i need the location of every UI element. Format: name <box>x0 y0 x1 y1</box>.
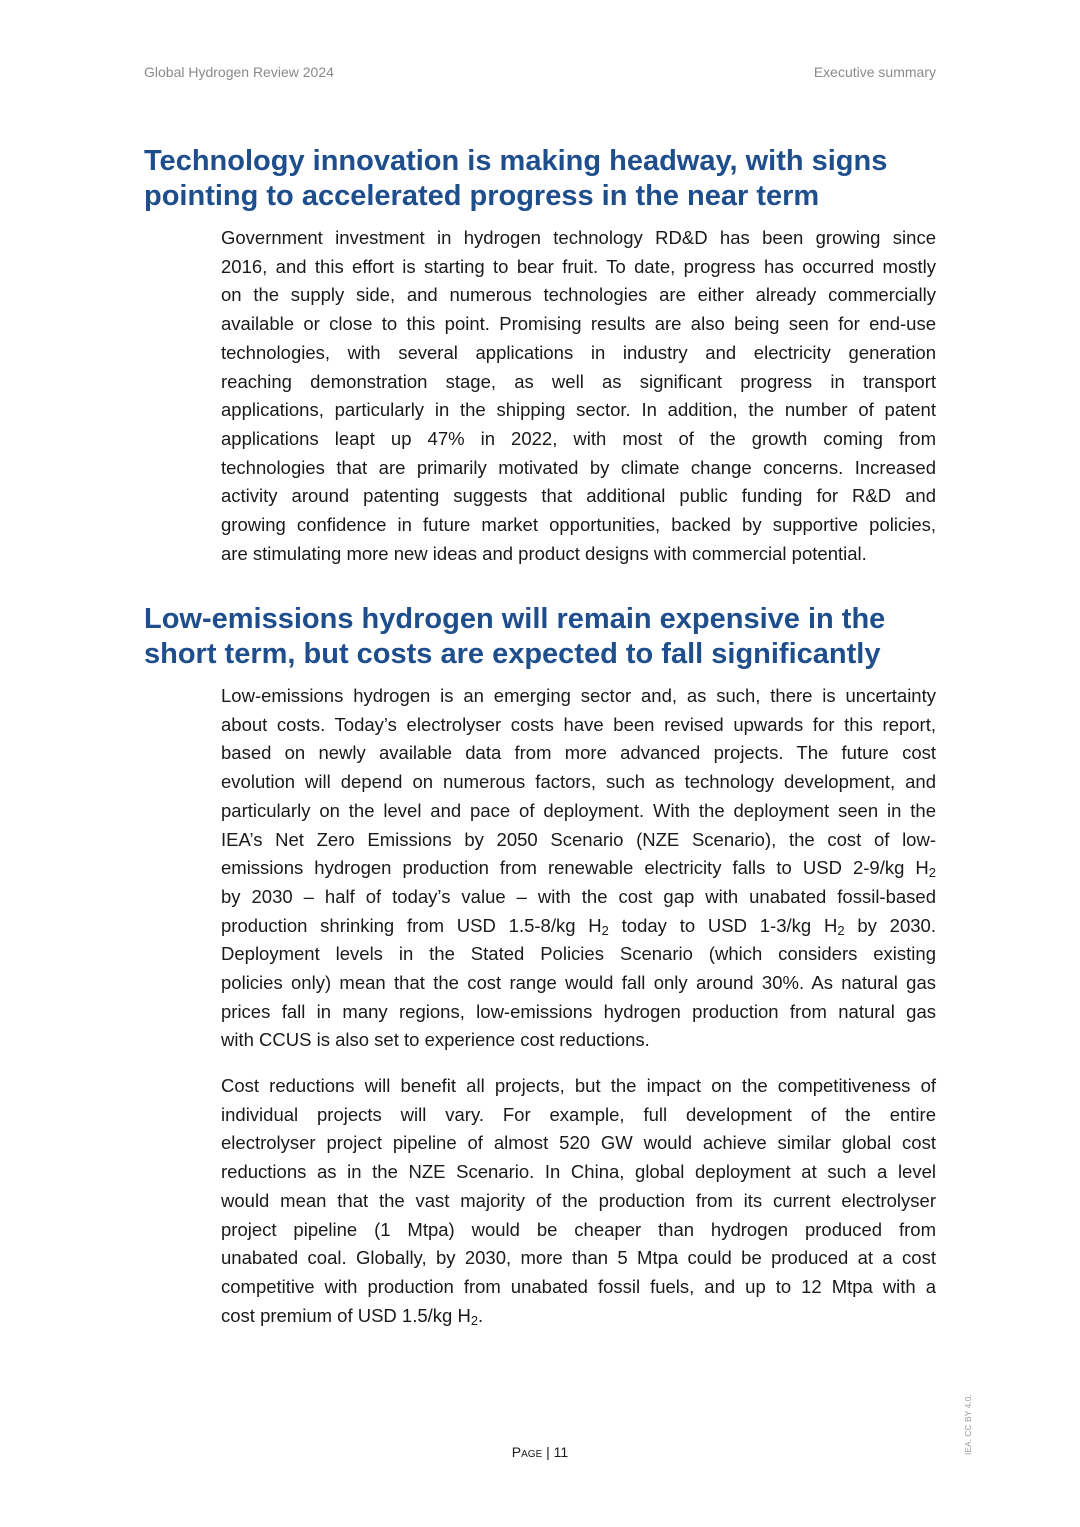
text-line: about costs. Today’s electrolyser costs have been revised upwards for this report, <box>221 713 936 735</box>
text-line: reaching demonstration stage, as well as significant progress in transport <box>221 370 936 392</box>
text-line: applications leapt up 47% in 2022, with most of the growth coming from <box>221 427 936 449</box>
text-line: cost premium of USD 1.5/kg $H_2$. <box>221 1304 484 1328</box>
text-line: 2016, and this effort is starting to bear fruit. To date, progress has occurred mostly <box>221 255 936 277</box>
text-line: individual projects will vary. For example, full development of the entire <box>221 1103 936 1125</box>
heading-line: Low-emissions hydrogen will remain expensive in the <box>144 603 886 635</box>
heading-line: Technology innovation is making headway, with signs <box>144 145 888 177</box>
page-footer <box>0 1444 1080 1460</box>
text-line: based on newly available data from more advanced projects. The future cost <box>221 742 936 764</box>
text-line: emissions hydrogen production from renewable electricity falls to USD 2-9/kg $H_2$ <box>221 857 936 881</box>
text-line: competitive with production from unabated fossil fuels, and up to 12 Mtpa with a <box>221 1275 936 1297</box>
text-line: Deployment levels in the Stated Policies Scenario (which considers existing <box>221 943 936 965</box>
text-line: unabated coal. Globally, by 2030, more than 5 Mtpa could be produced at a cost <box>221 1247 936 1269</box>
heading-line: short term, but costs are expected to fall significantly <box>144 638 881 670</box>
document-title: Global Hydrogen Review 2024 <box>144 64 334 80</box>
text-line: growing confidence in future market opportunities, backed by supportive policies, <box>221 514 936 536</box>
text-line: technologies that are primarily motivated by climate change concerns. Increased <box>221 456 936 478</box>
paragraph-technology-innovation <box>221 224 936 568</box>
paragraph-cost-outlook <box>221 682 936 1055</box>
text-line: production shrinking from USD 1.5-8/kg $H_2$ today to USD 1-3/kg $H_2$ by 2030. <box>221 914 936 938</box>
text-line: Cost reductions will benefit all projects, but the impact on the competitiveness of <box>221 1075 936 1096</box>
paragraph-competitiveness <box>221 1072 936 1330</box>
text-line: IEA’s Net Zero Emissions by 2050 Scenario (NZE Scenario), the cost of low- <box>221 828 936 850</box>
text-line: Government investment in hydrogen technology RD&D has been growing since <box>221 227 936 248</box>
text-line: evolution will depend on numerous factors, such as technology development, and <box>221 771 936 793</box>
page-number: 11 <box>553 1444 569 1460</box>
text-line: prices fall in many regions, low-emissions hydrogen production from natural gas <box>221 1000 936 1022</box>
text-line: particularly on the level and pace of deployment. With the deployment seen in the <box>221 799 936 821</box>
section-heading-low-emissions-costs <box>144 602 936 672</box>
text-line: by 2030 – half of today’s value – with the cost gap with unabated fossil-based <box>221 885 936 907</box>
text-line: reductions as in the NZE Scenario. In China, global deployment at such a level <box>221 1161 936 1183</box>
heading-line: pointing to accelerated progress in the near term <box>144 180 820 212</box>
text-line: on the supply side, and numerous technologies are either already commercially <box>221 284 936 306</box>
text-line: technologies, with several applications in industry and electricity generation <box>221 341 936 363</box>
section-title: Executive summary <box>813 64 936 80</box>
text-line: electrolyser project pipeline of almost 520 GW would achieve similar global cost <box>221 1132 936 1154</box>
text-line: would mean that the vast majority of the production from its current electrolyser <box>221 1189 936 1211</box>
text-line: activity around patenting suggests that additional public funding for R&D and <box>221 485 936 507</box>
running-header <box>144 64 936 84</box>
text-line: policies only) mean that the cost range would fall only around 30%. As natural gas <box>221 972 936 994</box>
license-notice: IEA. CC BY 4.0. <box>963 1394 973 1455</box>
text-line: Low-emissions hydrogen is an emerging sector and, as such, there is uncertainty <box>221 685 936 706</box>
page-label: Page <box>511 1444 543 1460</box>
text-line: are stimulating more new ideas and product designs with commercial potential. <box>221 542 867 564</box>
text-line: applications, particularly in the shipping sector. In addition, the number of patent <box>221 399 936 421</box>
section-heading-technology-innovation <box>144 144 936 214</box>
text-line: project pipeline (1 Mtpa) would be cheaper than hydrogen produced from <box>221 1218 936 1240</box>
text-line: available or close to this point. Promising results are also being seen for end-use <box>221 313 936 335</box>
text-line: with CCUS is also set to experience cost reductions. <box>221 1029 650 1051</box>
page-separator: | <box>546 1444 550 1460</box>
